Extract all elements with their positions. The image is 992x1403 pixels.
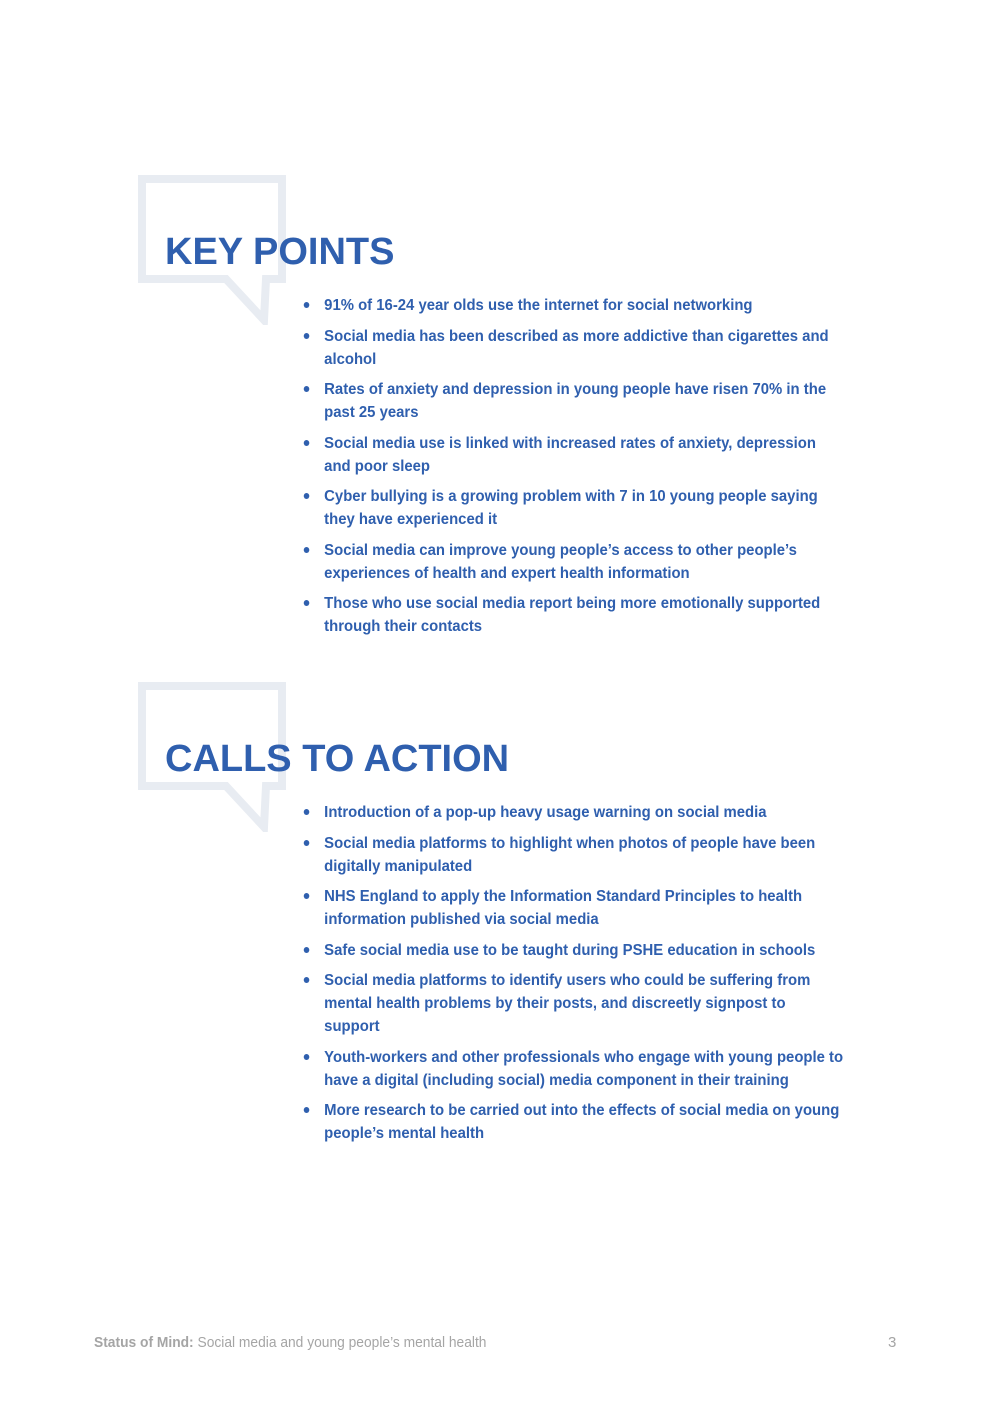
list-item — [300, 1099, 845, 1145]
list-item — [300, 294, 845, 317]
list-item-text: Social media can improve young people’s access to other people’s experiences of health and expert health information — [324, 541, 797, 582]
key-points-heading: KEY POINTS — [165, 231, 395, 273]
bullet-icon — [304, 440, 310, 446]
list-item — [300, 939, 845, 962]
bullet-icon — [304, 1107, 310, 1113]
footer-document-title: Status of Mind: — [94, 1334, 194, 1351]
list-item — [300, 485, 845, 531]
list-item-text: NHS England to apply the Information Standard Principles to health information published via social media — [324, 888, 803, 928]
list-item-text: Those who use social media report being more emotionally supported through their contacts — [324, 595, 821, 635]
list-item-text: Social media platforms to highlight when photos of people have been digitally manipulated — [324, 834, 816, 875]
bullet-icon — [304, 493, 310, 499]
bullet-icon — [304, 840, 310, 846]
bullet-icon — [304, 893, 310, 899]
list-item-text: Social media use is linked with increased rates of anxiety, depression and poor sleep — [324, 434, 816, 475]
footer-document-subtitle: Social media and young people’s mental health — [193, 1334, 487, 1351]
list-item-text: Social media platforms to identify users who could be suffering from mental health problems by their posts, and discreetly signpost to support — [324, 972, 811, 1035]
list-item — [300, 539, 845, 585]
list-item-text: Youth-workers and other professionals who engage with young people to have a digital (including social) media component in their training — [324, 1048, 844, 1089]
bullet-icon — [304, 947, 310, 953]
bullet-icon — [304, 809, 310, 815]
list-item-text: Introduction of a pop-up heavy usage warning on social media — [324, 804, 767, 821]
list-item — [300, 1046, 845, 1092]
bullet-icon — [304, 547, 310, 553]
key-points-list — [300, 294, 830, 646]
bullet-icon — [304, 302, 310, 308]
page-footer — [94, 1334, 486, 1351]
list-item — [300, 832, 845, 878]
list-item-text: Social media has been described as more addictive than cigarettes and alcohol — [324, 327, 829, 368]
list-item — [300, 432, 845, 478]
bullet-icon — [304, 1054, 310, 1060]
list-item-text: 91% of 16-24 year olds use the internet for social networking — [324, 297, 753, 314]
bullet-icon — [304, 977, 310, 983]
list-item-text: Cyber bullying is a growing problem with 7 in 10 young people saying they have experienced it — [324, 488, 818, 528]
list-item — [300, 801, 845, 824]
list-item — [300, 378, 845, 424]
bullet-icon — [304, 600, 310, 606]
calls-to-action-list — [300, 801, 844, 1153]
list-item-text: Safe social media use to be taught during PSHE education in schools — [324, 941, 816, 959]
list-item — [300, 592, 845, 638]
bullet-icon — [304, 333, 310, 339]
list-item-text: More research to be carried out into the effects of social media on young people’s mental health — [324, 1102, 840, 1142]
list-item — [300, 969, 845, 1038]
list-item — [300, 885, 845, 931]
list-item — [300, 325, 845, 371]
calls-to-action-heading: CALLS TO ACTION — [165, 738, 510, 780]
page-number: 3 — [888, 1334, 897, 1351]
bullet-icon — [304, 386, 310, 392]
list-item-text: Rates of anxiety and depression in young people have risen 70% in the past 25 years — [324, 381, 827, 421]
